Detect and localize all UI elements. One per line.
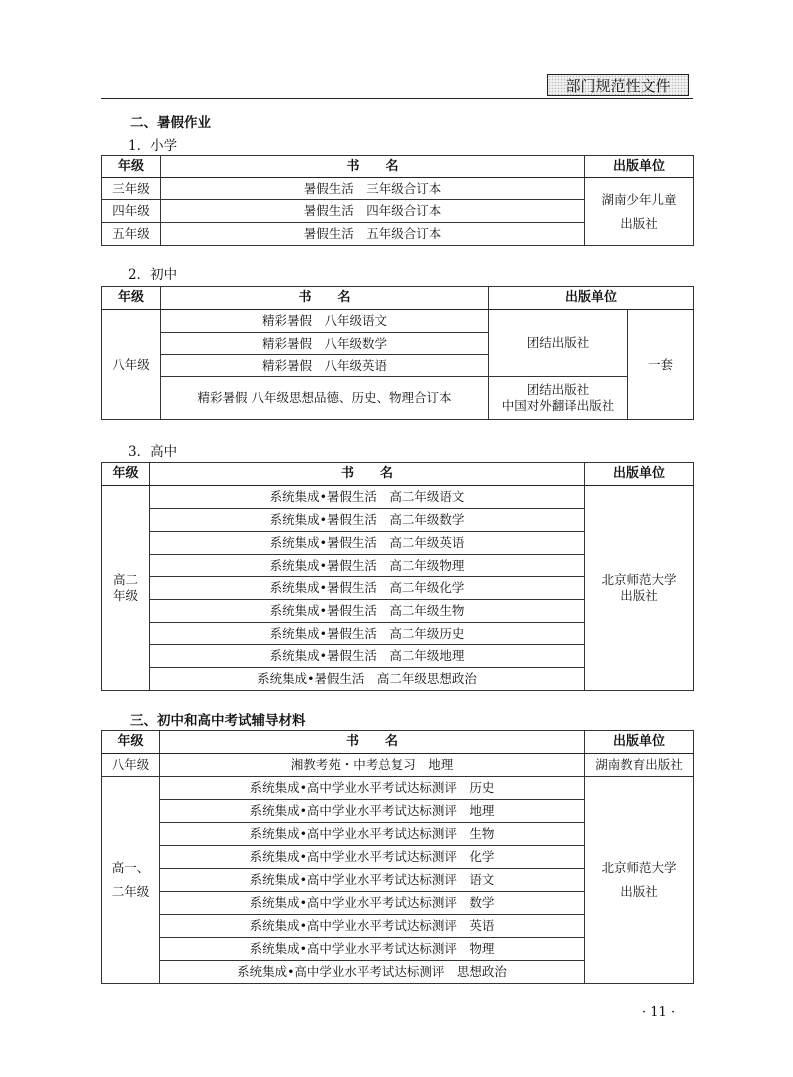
book-cell: 系统集成•暑假生活 高二年级语文 <box>150 486 585 509</box>
book-cell: 暑假生活 三年级合订本 <box>161 178 585 200</box>
table-row <box>102 178 694 200</box>
col-header-book: 书 名 <box>160 731 585 754</box>
grade-cell: 四年级 <box>102 200 161 223</box>
book-cell: 系统集成•高中学业水平考试达标测评 数学 <box>160 892 585 915</box>
book-cell: 系统集成•高中学业水平考试达标测评 历史 <box>160 777 585 800</box>
publisher-line: 湖南少年儿童 <box>601 191 677 207</box>
book-cell: 暑假生活 五年级合订本 <box>161 223 585 246</box>
col-header-grade: 年级 <box>102 287 161 310</box>
col-header-grade: 年级 <box>102 156 161 178</box>
book-cell: 系统集成•暑假生活 高二年级思想政治 <box>150 668 585 691</box>
col-header-publisher: 出版单位 <box>585 156 694 178</box>
grade-line: 高一、 <box>111 860 150 875</box>
col-header-publisher: 出版单位 <box>585 463 694 486</box>
exam-table <box>101 730 694 984</box>
book-cell: 精彩暑假 八年级语文 <box>161 310 489 333</box>
publisher-line: 北京师范大学 <box>601 572 677 587</box>
book-cell: 系统集成•暑假生活 高二年级历史 <box>150 623 585 645</box>
section-3-title: 三、初中和高中考试辅导材料 <box>130 713 306 729</box>
grade-cell <box>102 777 160 984</box>
col-header-grade: 年级 <box>102 463 150 486</box>
grade-cell: 八年级 <box>102 310 161 420</box>
col-header-book: 书 名 <box>161 156 585 178</box>
book-cell: 系统集成•暑假生活 高二年级生物 <box>150 600 585 623</box>
book-cell: 湘教考苑・中考总复习 地理 <box>160 754 585 777</box>
publisher-line: 出版社 <box>620 215 658 231</box>
table-row <box>102 754 694 777</box>
col-header-publisher: 出版单位 <box>585 731 694 754</box>
publisher-cell <box>585 486 694 691</box>
grade-cell: 五年级 <box>102 223 161 246</box>
primary-table <box>101 155 694 246</box>
publisher-cell: 湖南教育出版社 <box>585 754 694 777</box>
grade-cell: 八年级 <box>102 754 160 777</box>
book-cell: 系统集成•暑假生活 高二年级英语 <box>150 532 585 555</box>
publisher-cell <box>489 377 628 420</box>
book-cell: 系统集成•高中学业水平考试达标测评 化学 <box>160 846 585 869</box>
table-row <box>102 777 694 800</box>
publisher-line: 团结出版社 <box>526 382 590 397</box>
book-cell: 系统集成•高中学业水平考试达标测评 地理 <box>160 800 585 823</box>
senior-table <box>101 462 694 691</box>
junior-subtitle: 2．初中 <box>128 267 178 283</box>
book-cell: 精彩暑假 八年级思想品德、历史、物理合订本 <box>161 377 489 420</box>
page-number: · 11 · <box>642 1005 676 1020</box>
book-cell: 暑假生活 四年级合订本 <box>161 200 585 223</box>
book-cell: 系统集成•高中学业水平考试达标测评 生物 <box>160 823 585 846</box>
grade-cell <box>102 486 150 691</box>
table-row <box>102 486 694 509</box>
grade-line: 高二 <box>112 572 138 587</box>
header-rule <box>101 98 693 99</box>
col-header-grade: 年级 <box>102 731 160 754</box>
book-cell: 系统集成•高中学业水平考试达标测评 英语 <box>160 915 585 938</box>
publisher-line: 北京师范大学 <box>601 860 677 875</box>
book-cell: 系统集成•暑假生活 高二年级化学 <box>150 577 585 600</box>
publisher-line: 出版社 <box>620 884 658 899</box>
publisher-line: 中国对外翻译出版社 <box>501 398 615 413</box>
book-cell: 系统集成•暑假生活 高二年级地理 <box>150 645 585 668</box>
grade-line: 二年级 <box>111 884 150 899</box>
set-note-cell: 一套 <box>628 310 694 420</box>
header-label: 部门规范性文件 <box>547 74 689 96</box>
senior-subtitle: 3．高中 <box>128 444 178 460</box>
book-cell: 系统集成•高中学业水平考试达标测评 语文 <box>160 869 585 892</box>
grade-cell: 三年级 <box>102 178 161 200</box>
col-header-book: 书 名 <box>150 463 585 486</box>
col-header-publisher: 出版单位 <box>489 287 694 310</box>
book-cell: 精彩暑假 八年级英语 <box>161 355 489 377</box>
publisher-cell <box>585 777 694 984</box>
section-2-title: 二、暑假作业 <box>130 115 211 131</box>
book-cell: 系统集成•高中学业水平考试达标测评 物理 <box>160 938 585 961</box>
col-header-book: 书 名 <box>161 287 489 310</box>
book-cell: 系统集成•暑假生活 高二年级数学 <box>150 509 585 532</box>
publisher-cell: 团结出版社 <box>489 310 628 377</box>
table-row <box>102 377 694 420</box>
primary-subtitle: 1．小学 <box>128 138 178 154</box>
grade-line: 年级 <box>112 588 138 603</box>
junior-table <box>101 286 694 420</box>
table-row <box>102 310 694 333</box>
book-cell: 系统集成•高中学业水平考试达标测评 思想政治 <box>160 961 585 984</box>
book-cell: 精彩暑假 八年级数学 <box>161 333 489 355</box>
publisher-cell <box>585 178 694 246</box>
book-cell: 系统集成•暑假生活 高二年级物理 <box>150 555 585 577</box>
publisher-line: 出版社 <box>620 588 658 603</box>
